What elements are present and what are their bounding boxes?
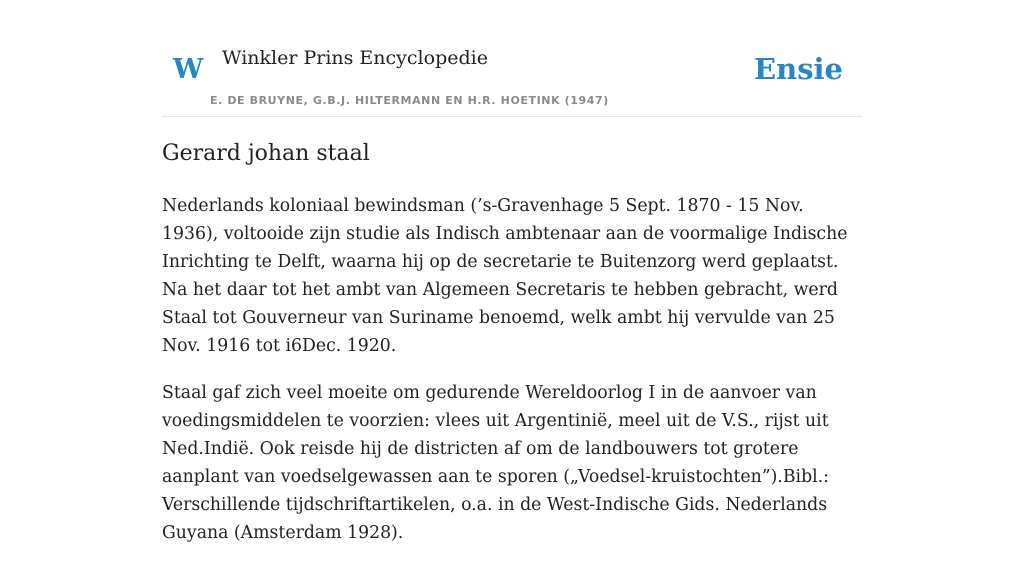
winkler-prins-logo[interactable]: W <box>173 54 204 85</box>
article-paragraph: Staal gaf zich veel moeite om gedurende Wereldoorlog I in de aanvoer van voedingsmiddelen te voorzien: vlees uit Argentinië, meel uit de V.S., rijst uit Ned.Indië. Ook reisde hij de districten af om de landbouwers tot grotere aanplant van voedselgewassen aan te sporen („Voedsel-kruistochten”).Bibl.: Verschillende tijdschriftartikelen, o.a. in de West-Indische Gids. Nederlands Guyana (Amsterdam 1928). <box>162 383 829 543</box>
header <box>162 0 862 117</box>
article-body <box>162 192 862 566</box>
article-paragraph: Nederlands koloniaal bewindsman (’s-Gravenhage 5 Sept. 1870 - 15 Nov. 1936), voltooide zijn studie als Indisch ambtenaar aan de voormalige Indische Inrichting te Delft, waarna hij op de secretarie te Buitenzorg werd geplaatst. Na het daar tot het ambt van Algemeen Secretaris te hebben gebracht, werd Staal tot Gouverneur van Suriname benoemd, welk ambt hij vervulde van 25 Nov. 1916 tot i6Dec. 1920. <box>162 196 848 356</box>
article-title: Gerard johan staal <box>162 141 370 166</box>
publication-title[interactable]: Winkler Prins Encyclopedie <box>222 47 488 69</box>
authors-line: E. DE BRUYNE, G.B.J. HILTERMANN EN H.R. HOETINK (1947) <box>210 94 609 107</box>
content-container <box>162 0 862 543</box>
ensie-logo[interactable]: Ensie <box>754 52 843 86</box>
